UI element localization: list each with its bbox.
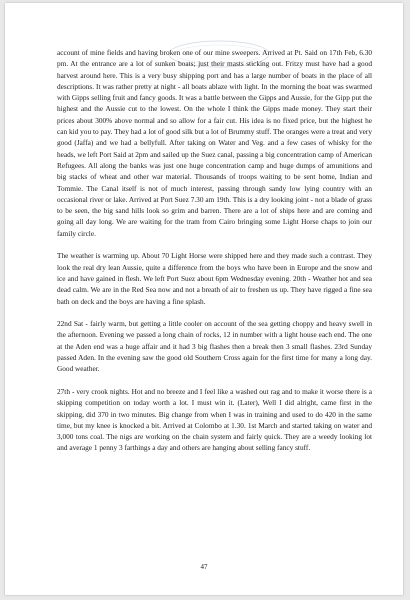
document-page [5,3,403,595]
page-number: 47 [200,563,208,571]
diary-text-body [57,47,372,465]
paragraph-2: The weather is warming up. About 70 Light Horse were shipped here and they made such a contrast. They look the real dry lean Aussie, quite a difference from the boys who have been in Europe and the snow and ice and have gained in flesh. We left Port Suez about 6pm Wednesday evening. 20th - Weather hot and sea dead calm. We are in the Red Sea now and not a breath of air to freshen us up. They have rigged a fine sea bath on deck and the boys are having a fine splash. [57,251,372,306]
paragraph-1: account of mine fields and having broken one of our mine sweepers. Arrived at Pt. Said on 17th Feb, 6.30 pm. At the entrance are a lot of sunken boats; just their masts sticking out. Fritzy must have had a good harvest around here. This is a very busy shipping port and has a large number of boats in the place of all descriptions. It was rather pretty at night - all boats ablaze with light. In the morning the boat was swarmed with Gipps selling fruit and fancy goods. It was a battle between the Gipps and Aussie, for the Gipp put the highest and the Aussie cut to the lowest. On the whole I think the Gipps made money. They start their prices about 300% above normal and so allow for a fair cut. His idea is no fixed price, but the highest he can kid you to pay. They had a lot of good silk but a lot of Brummy stuff. The oranges were a treat and very good (Jaffa) and we had a bellyfull. After taking on Water and Veg. and a few cases of whisky for the heads, we left Port Said at 2pm and sailed up the Suez canal, passing a big concentration camp of American Refugees. All along the banks was just one huge concentration camp and huge dumps of amunitions and big stacks of wheat and other war material. Thousands of troops waiting to be sent home, Indian and Tommie. The Canal itself is not of much interest, passing through sandy low lying country with an occasional river or lake. Arrived at Port Suez 7.30 am 19th. This is a dry looking joint - not a blade of grass to be seen, the big sand hills look so grim and barren. There are a lot of ships here and are coming and going all day long. We are waiting for the tram from Cairo bringing some Light Horse chaps to join our family circle. [57,48,372,238]
paragraph-3: 22nd Sat - fairly warm, but getting a little cooler on account of the sea getting choppy and heavy swell in the afternoon. Evening we passed a long chain of rocks, 12 in number with a light house each end. The one at the Aden end was a huge affair and it had 3 big flashes then a break then 3 small flashes. 23rd Sunday passed Aden. In the evening saw the good old Southern Cross again for the first time for many a long day. Good weather. [57,319,372,374]
paragraph-4: 27th - very crook nights. Hot and no breeze and I feel like a washed out rag and to make it worse there is a skipping competition on today worth a lot. I must win it. (Later), Well I did alright, came first in the skipping, did 370 in two minutes. Big change from when I was in training and used to do 420 in the same time, but my knee is knocked a bit. Arrived at Colombo at 1.30. 1st March and started taking on water and 3,000 tons coal. The nigs are working on the chain system and fairly quick. They are a weedy looking lot and average 1 penny 3 farthings a day and others are hanging about selling fancy stuff. [57,386,372,453]
